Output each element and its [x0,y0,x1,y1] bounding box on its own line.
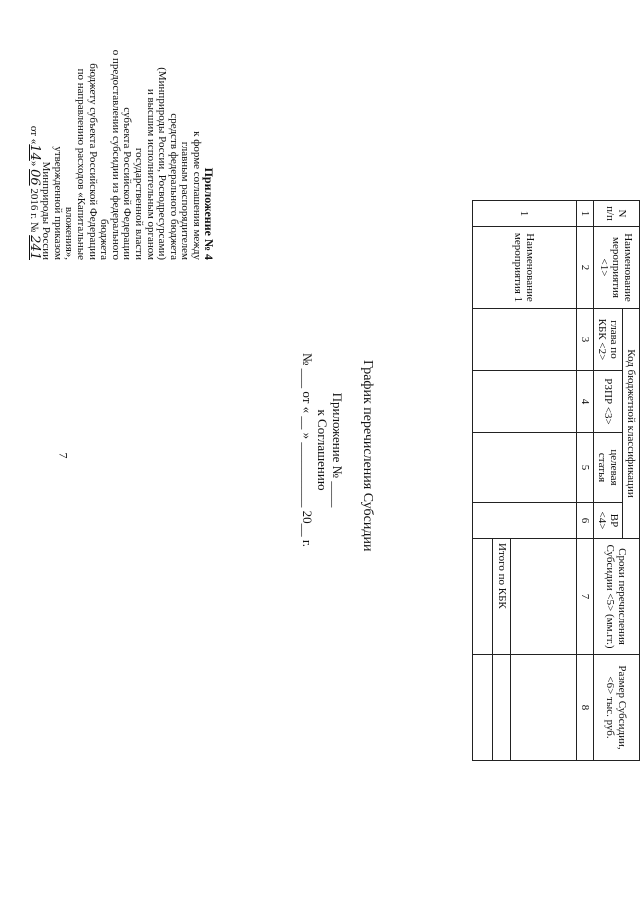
handwritten-number: 241 [26,235,42,260]
table-row [511,201,577,761]
header-terms: Сроки перечисления Субсидии <5> (мм.гг.) [594,539,640,655]
approval-line: к форме соглашения между [191,131,203,260]
header-amount: Размер Субсидии, <6> тыс. руб. [594,655,640,761]
approval-line: Минприроды России [40,161,53,260]
column-number-row [577,201,594,761]
cell-empty [511,655,577,761]
col-number: 3 [577,309,594,371]
approval-block [27,30,215,260]
header-vr: ВР <4> [594,503,623,539]
row-name: Наименование мероприятия 1 [473,227,577,309]
approval-line: главным распорядителем [179,141,192,260]
total-label: Итого по КБК [493,539,511,655]
approval-line: утвержденной приказом [51,146,64,260]
document-title: График перечисления Субсидии [360,360,375,552]
header-num: N п/п [594,201,640,227]
annex-line-2: к Соглашению [315,409,330,491]
header-glava: глава по КБК <2> [594,309,623,371]
col-number: 1 [577,201,594,227]
approval-title: Приложение № 4 [202,167,216,260]
approval-line: о предоставлении субсидии из федерального бюджета [98,49,122,260]
approval-line: (Минприроды России, Росводресурсами) [156,67,169,260]
col-number: 5 [577,433,594,503]
handwritten-month: 06 [26,169,42,186]
cell-empty [493,655,511,761]
cell-empty [473,503,577,539]
col-number: 6 [577,503,594,539]
page-number: 7 [56,452,71,459]
cell-empty [473,309,577,371]
handwritten-day: 14 [26,144,42,161]
approval-line: и высшим исполнительным органом [144,88,157,260]
cell-empty [473,433,577,503]
approval-line: средств федерального бюджета [167,113,180,260]
cell-empty [511,539,577,655]
table-header-row [623,201,640,761]
header-cs: целевая статья [594,433,623,503]
annex-line-3: № ___ от « __ » __________ 20__ г. [300,352,315,548]
col-number: 2 [577,227,594,309]
approval-line: бюджету субъекта Российской Федерации [86,63,99,260]
col-number: 8 [577,655,594,761]
annex-header [300,340,345,560]
col-number: 4 [577,371,594,433]
subsidy-schedule-table [472,200,640,761]
annex-line-1: Приложение № ____ [330,392,345,508]
approval-line: по направлению расходов «Капитальные вложения», [63,68,88,260]
approval-line: субъекта Российской Федерации [121,107,134,260]
cell-empty [473,539,493,655]
cell-empty [473,371,577,433]
approval-date: от «14» 06 2016 г. № 241 [26,125,42,260]
header-code: Код бюджетной классификации [623,309,640,539]
header-name: Наименование мероприятия <1> [594,227,640,309]
row-number: 1 [473,201,577,227]
col-number: 7 [577,539,594,655]
approval-line: государственной власти [133,147,146,260]
cell-empty [473,655,493,761]
header-rzpr: РЗПР <3> [594,371,623,433]
